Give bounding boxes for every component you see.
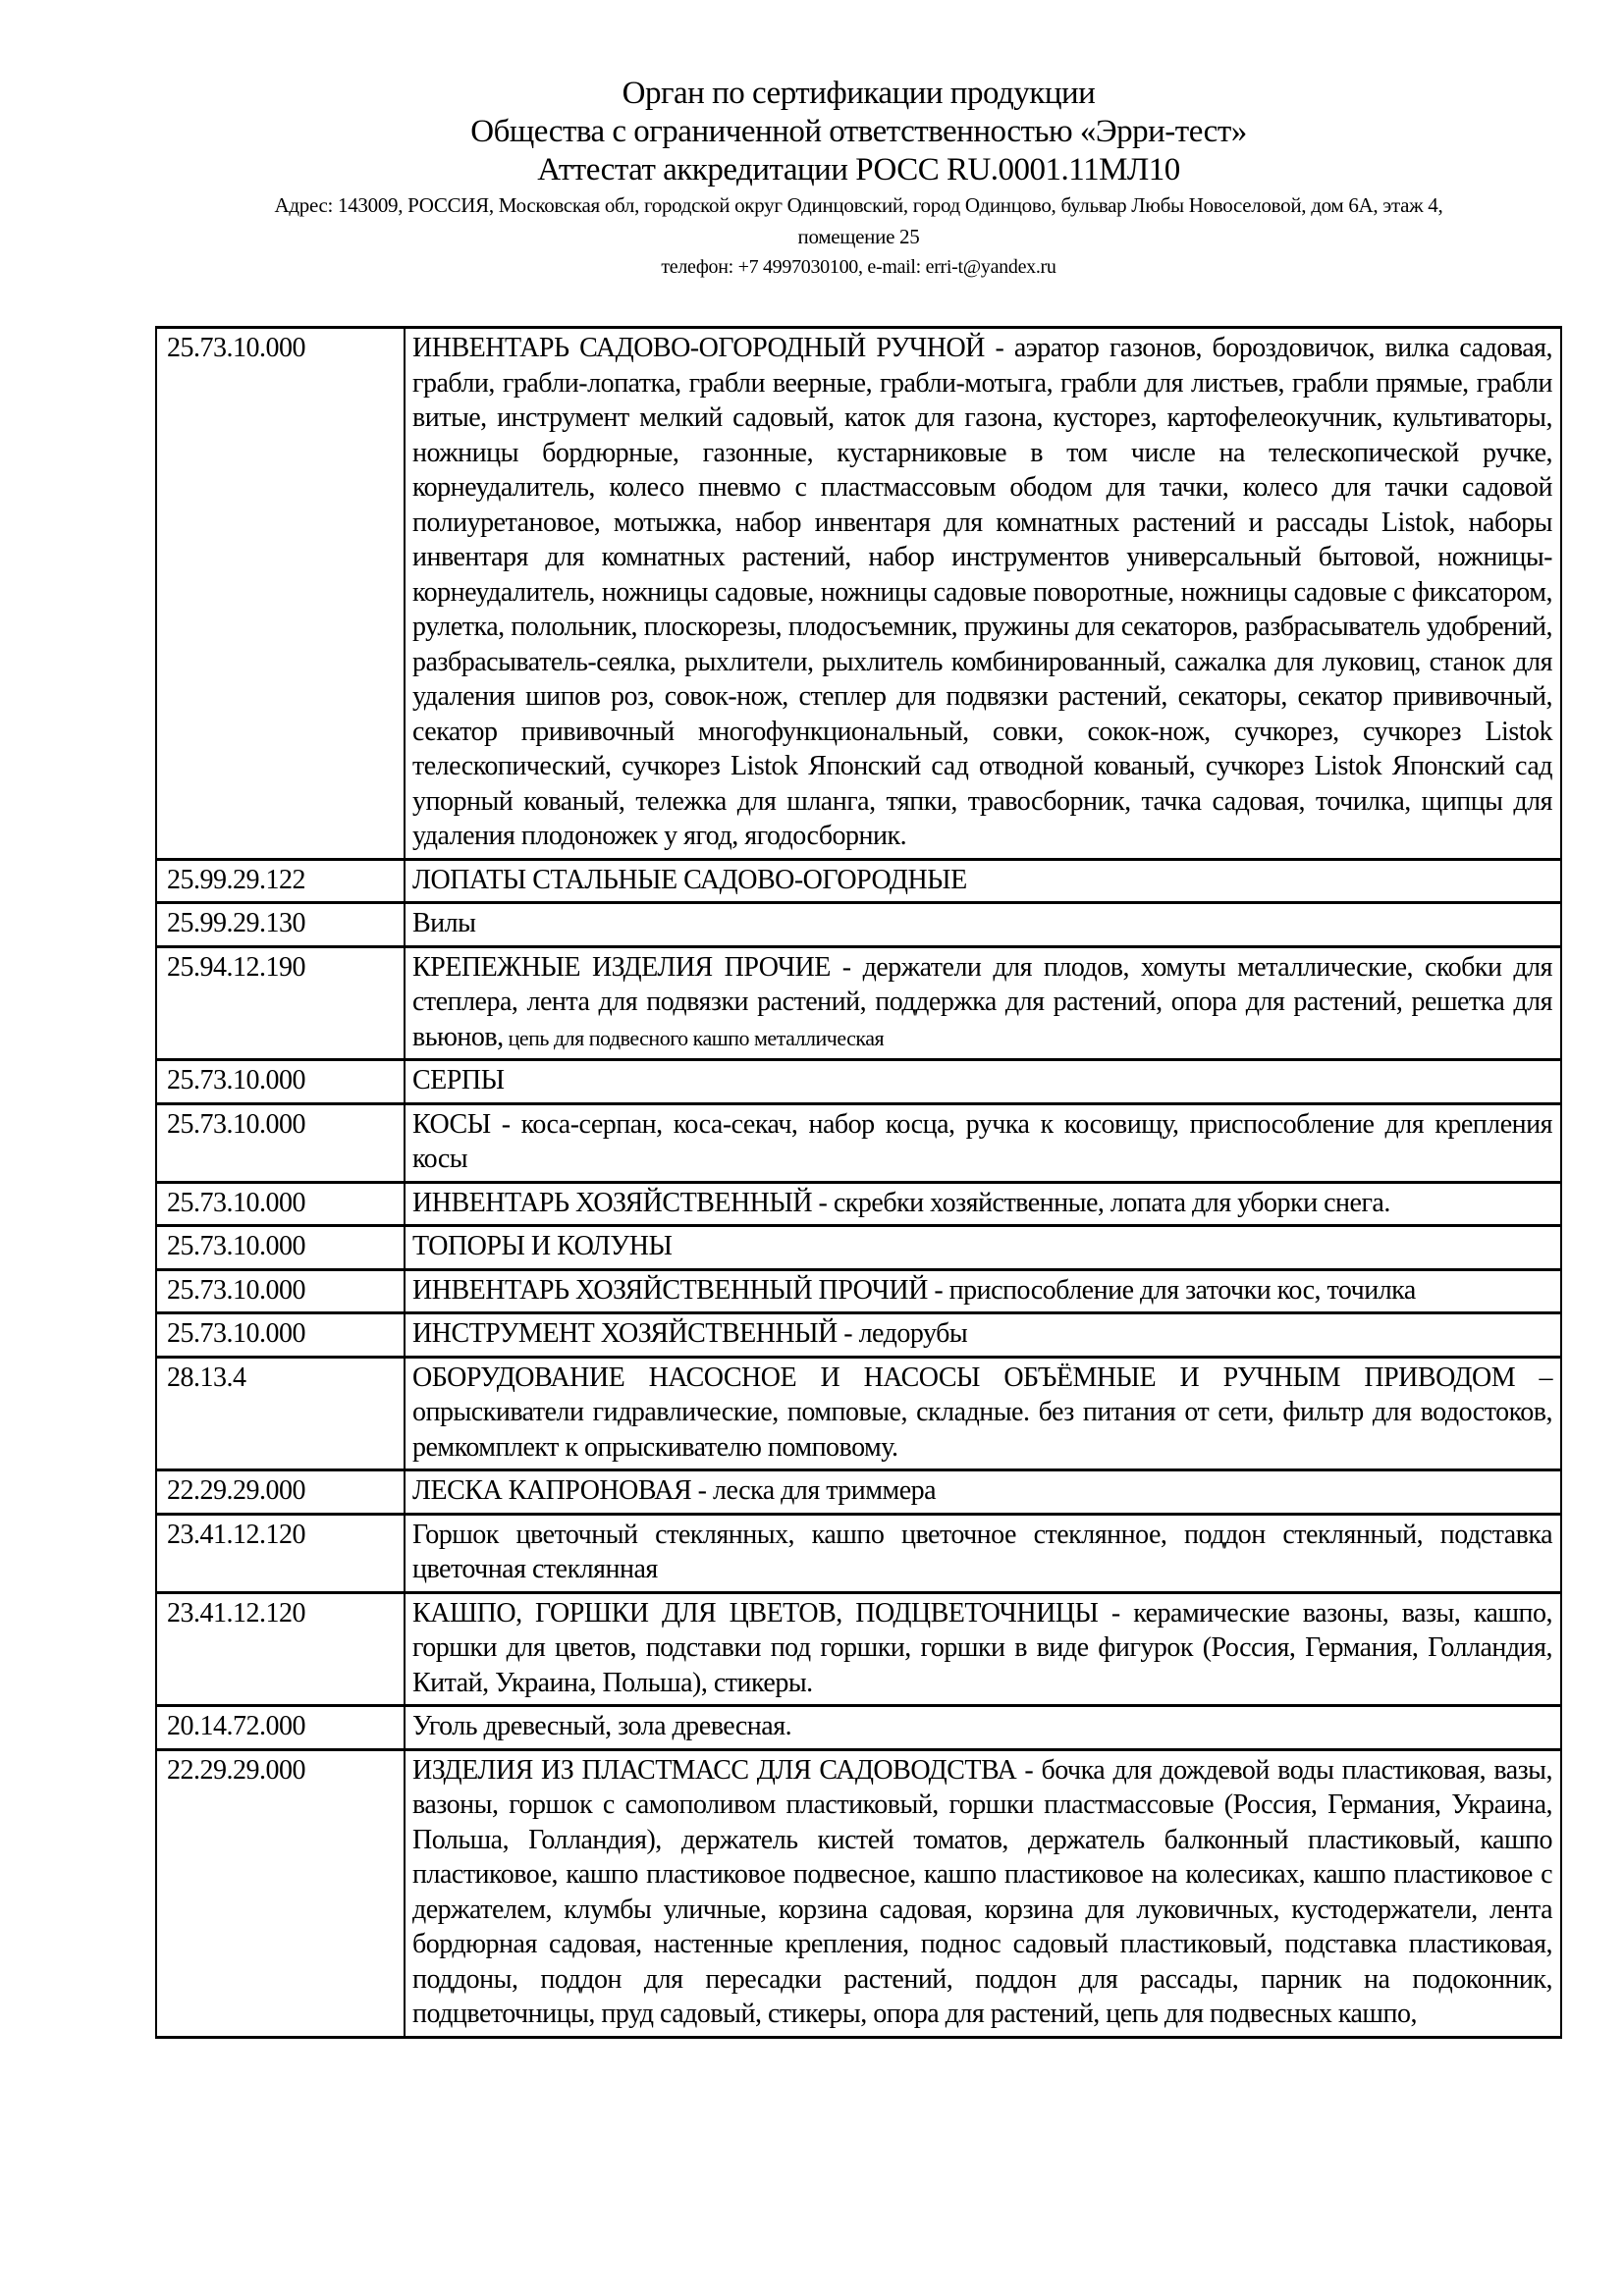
document-header <box>155 75 1562 282</box>
table-row <box>156 328 1561 860</box>
product-description-text: Уголь древесный, зола древесная. <box>412 1711 792 1741</box>
product-code-cell: 22.29.29.000 <box>156 1749 405 2037</box>
product-description-cell <box>405 1357 1561 1470</box>
product-code-cell: 25.94.12.190 <box>156 946 405 1060</box>
product-description-cell <box>405 1514 1561 1592</box>
address-line-1: Адрес: 143009, РОССИЯ, Московская обл, городской округ Одинцовский, город Одинцово, бульвар Любы Новоселовой, дом 6А, этаж 4, <box>274 193 1443 217</box>
table-row <box>156 1313 1561 1358</box>
product-description-text: Горшок цветочный стеклянных, кашпо цветочное стеклянное, поддон стеклянный, подставка цветочная стеклянная <box>412 1519 1552 1584</box>
product-description-text: ИНВЕНТАРЬ САДОВО-ОГОРОДНЫЙ РУЧНОЙ - аэратор газонов, бороздовичок, вилка садовая, грабли, грабли-лопатка, грабли веерные, грабли-мотыга, грабли для листьев, грабли прямые, грабли витые, инструмент мелкий садовый, каток для газона, кусторез, картофелеокучник, культиваторы, ножницы бордюрные, газонные, кустарниковые в том числе на телескопической ручке, корнеудалитель, колесо пневмо с пластмассовым ободом для тачки, колесо для тачки садовой полиуретановое, мотыжка, набор инвентаря для комнатных растений и рассады Listok, наборы инвентаря для комнатных растений, набор инструментов универсальный бытовой, ножницы-корнеудалитель, ножницы садовые, ножницы садовые поворотные, ножницы садовые с фиксатором, рулетка, полольник, плоскорезы, плодосъемник, пружины для секаторов, разбрасыватель удобрений, разбрасыватель-сеялка, рыхлители, рыхлитель комбинированный, сажалка для луковиц, станок для удаления шипов роз, совок-нож, степлер для подвязки растений, секаторы, секатор прививочный, секатор прививочный многофункциональный, совки, сокок-нож, сучкорез, сучкорез Listok телескопический, сучкорез Listok Японский сад отводной кованый, сучкорез Listok Японский сад упорный кованый, тележка для шланга, тяпки, травосборник, тачка садовая, точилка, щипцы для удаления плодоножек у ягод, ягодосборник. <box>412 333 1552 851</box>
product-description-text: ЛЕСКА КАПРОНОВАЯ - леска для триммера <box>412 1475 937 1506</box>
table-row <box>156 859 1561 903</box>
product-code-cell: 22.29.29.000 <box>156 1470 405 1515</box>
table-row <box>156 1226 1561 1270</box>
product-description-cell <box>405 1706 1561 1750</box>
product-table <box>155 326 1562 2039</box>
table-row <box>156 1060 1561 1104</box>
product-code-cell: 25.73.10.000 <box>156 1313 405 1358</box>
product-code-cell: 25.73.10.000 <box>156 1060 405 1104</box>
product-description-cell <box>405 1060 1561 1104</box>
table-row <box>156 903 1561 947</box>
product-description-cell <box>405 1182 1561 1226</box>
product-description-cell <box>405 1103 1561 1182</box>
product-code-cell: 25.99.29.130 <box>156 903 405 947</box>
product-description-cell <box>405 1470 1561 1515</box>
product-description-cell <box>405 1269 1561 1313</box>
product-code-cell: 25.99.29.122 <box>156 859 405 903</box>
document-content <box>155 0 1562 2039</box>
product-code-cell: 25.73.10.000 <box>156 328 405 860</box>
table-row <box>156 1592 1561 1706</box>
accreditation-line: Аттестат аккредитации РОСС RU.0001.11МЛ10 <box>537 152 1180 187</box>
product-description-text: СЕРПЫ <box>412 1065 505 1095</box>
product-code-cell: 23.41.12.120 <box>156 1514 405 1592</box>
product-description-cell <box>405 1313 1561 1358</box>
product-description-text: ОБОРУДОВАНИЕ НАСОСНОЕ И НАСОСЫ ОБЪЁМНЫЕ И РУЧНЫМ ПРИВОДОМ – опрыскиватели гидравлические, помповые, складные. без питания от сети, фильтр для водостоков, ремкомплект к опрыскивателю помповому. <box>412 1362 1552 1463</box>
product-table-body <box>156 328 1561 2038</box>
product-code-cell: 20.14.72.000 <box>156 1706 405 1750</box>
table-row <box>156 1514 1561 1592</box>
product-code-cell: 28.13.4 <box>156 1357 405 1470</box>
product-description-small-text: цепь для подвесного кашпо металлическая <box>503 1025 885 1050</box>
table-row <box>156 1357 1561 1470</box>
product-code-cell: 25.73.10.000 <box>156 1103 405 1182</box>
product-description-cell <box>405 903 1561 947</box>
table-row <box>156 1182 1561 1226</box>
table-row <box>156 946 1561 1060</box>
product-description-text: ТОПОРЫ И КОЛУНЫ <box>412 1231 673 1261</box>
product-description-cell <box>405 859 1561 903</box>
company-name-line: Общества с ограниченной ответственностью «Эрри-тест» <box>470 114 1247 149</box>
product-description-text: КОСЫ - коса-серпан, коса-секач, набор косца, ручка к косовищу, приспособление для крепления косы <box>412 1108 1552 1174</box>
table-row <box>156 1749 1561 2037</box>
table-row <box>156 1470 1561 1515</box>
table-row <box>156 1706 1561 1750</box>
product-code-cell: 25.73.10.000 <box>156 1226 405 1270</box>
product-description-text: ИНВЕНТАРЬ ХОЗЯЙСТВЕННЫЙ - скребки хозяйственные, лопата для уборки снега. <box>412 1187 1390 1218</box>
table-row <box>156 1103 1561 1182</box>
product-code-cell: 23.41.12.120 <box>156 1592 405 1706</box>
product-code-cell: 25.73.10.000 <box>156 1269 405 1313</box>
phone-email-line: телефон: +7 4997030100, e-mail: erri-t@yandex.ru <box>661 256 1056 278</box>
product-description-cell <box>405 946 1561 1060</box>
product-description-text: КАШПО, ГОРШКИ ДЛЯ ЦВЕТОВ, ПОДЦВЕТОЧНИЦЫ - керамические вазоны, вазы, кашпо, горшки для цветов, подставки под горшки, горшки в виде фигурок (Россия, Германия, Голландия, Китай, Украина, Польша), стикеры. <box>412 1597 1552 1698</box>
product-description-cell <box>405 1592 1561 1706</box>
product-description-text: ИЗДЕЛИЯ ИЗ ПЛАСТМАСС ДЛЯ САДОВОДСТВА - бочка для дождевой воды пластиковая, вазы, вазоны, горшок с самополивом пластиковый, горшки пластмассовые (Россия, Германия, Украина, Польша, Голландия), держатель кистей томатов, держатель балконный пластиковый, кашпо пластиковое, кашпо пластиковое подвесное, кашпо пластиковое на колесиках, кашпо пластиковое с держателем, клумбы уличные, корзина садовая, корзина для луковичных, кустодержатели, лента бордюрная садовая, настенные крепления, поднос садовый пластиковый, подставка пластиковая, поддоны, поддон для пересадки растений, поддон для рассады, парник на подоконник, подцветочницы, пруд садовый, стикеры, опора для растений, цепь для подвесных кашпо, <box>412 1754 1552 2029</box>
product-description-cell <box>405 1749 1561 2037</box>
product-description-cell <box>405 328 1561 860</box>
address-line-2: помещение 25 <box>797 225 920 248</box>
certification-body-line: Орган по сертификации продукции <box>622 76 1096 111</box>
product-description-text: КРЕПЕЖНЫЕ ИЗДЕЛИЯ ПРОЧИЕ - держатели для плодов, хомуты металлические, скобки для степлера, лента для подвязки растений, поддержка для растений, опора для растений, решетка для вьюнов, <box>412 951 1552 1052</box>
product-description-text: Вилы <box>412 908 476 938</box>
product-description-cell <box>405 1226 1561 1270</box>
product-description-text: ИНВЕНТАРЬ ХОЗЯЙСТВЕННЫЙ ПРОЧИЙ - приспособление для заточки кос, точилка <box>412 1274 1416 1306</box>
table-row <box>156 1269 1561 1313</box>
product-description-text: ИНСТРУМЕНТ ХОЗЯЙСТВЕННЫЙ - ледорубы <box>412 1318 968 1349</box>
product-code-cell: 25.73.10.000 <box>156 1182 405 1226</box>
product-description-text: ЛОПАТЫ СТАЛЬНЫЕ САДОВО-ОГОРОДНЫЕ <box>412 864 967 895</box>
